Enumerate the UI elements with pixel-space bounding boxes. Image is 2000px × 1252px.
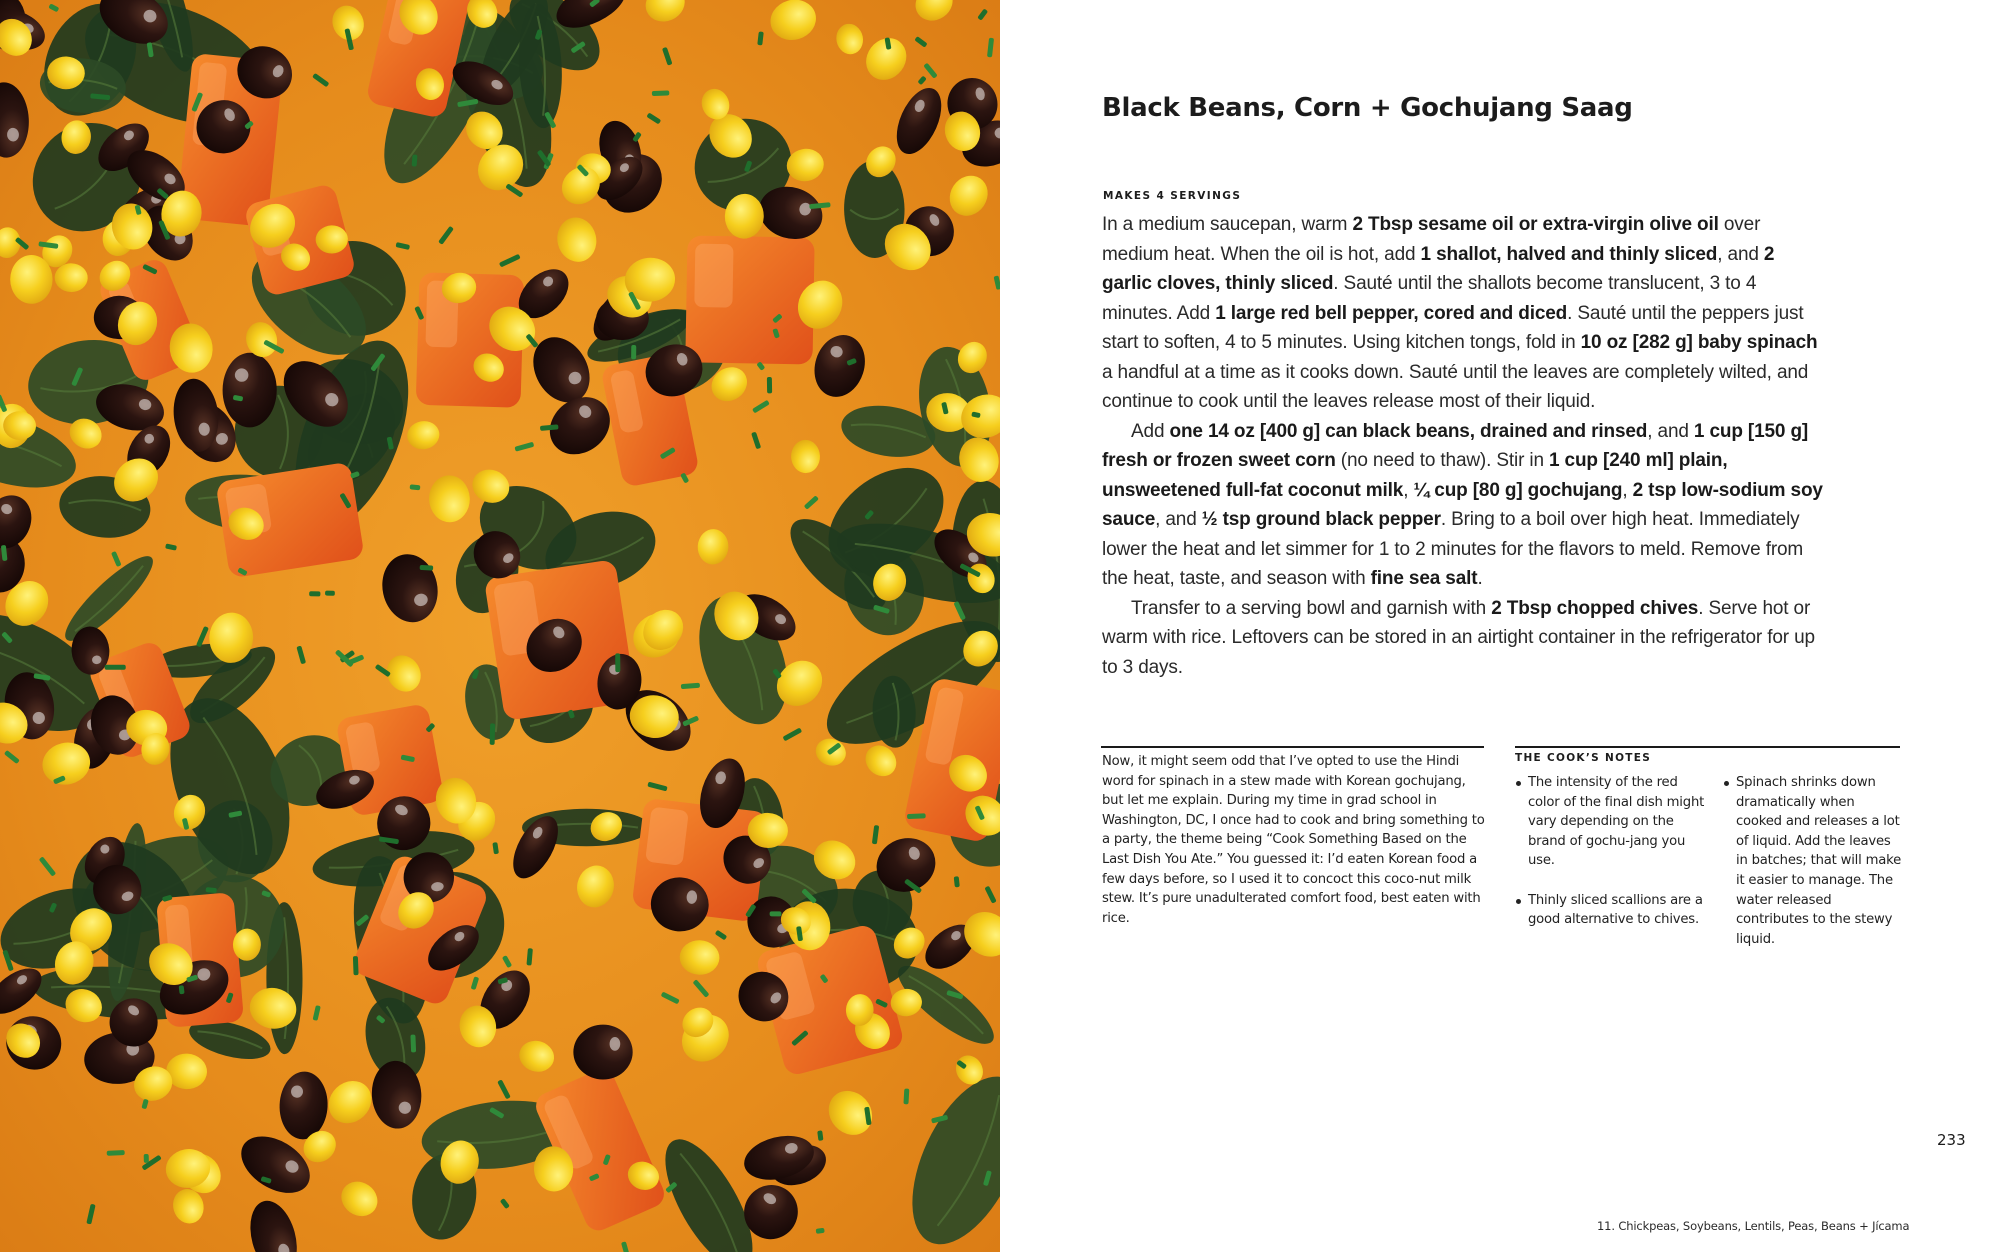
- ingredient: one 14 oz [400 g] can black beans, drained and rinsed: [1169, 420, 1648, 442]
- ingredient: 2 Tbsp chopped chives: [1491, 597, 1699, 619]
- cooks-notes-column-1: [1515, 773, 1710, 949]
- ingredient: ¼ cup [80 g] gochujang: [1413, 479, 1623, 501]
- running-footer: 11. Chickpeas, Soybeans, Lentils, Peas, Beans + Jícama: [1597, 1219, 1910, 1233]
- ingredient: fine sea salt: [1370, 568, 1478, 589]
- method-paragraph: In a medium saucepan, warm 2 Tbsp sesame oil or extra-virgin olive oil over medium heat. When the oil is hot, add 1 shallot, halved and thinly sliced, and 2 garlic cloves, thinly sliced. Sauté until the shallots become translucent, 3 to 4 minutes. Add 1 large red bell pepper, cored and diced. Sauté until the peppers just start to soften, 4 to 5 minutes. Using kitchen tongs, fold in 10 oz [282 g] baby spinach a handful at a time as it cooks down. Sauté until the leaves are completely wilted, and continue to cook until the leaves release most of their liquid.: [1102, 214, 1818, 412]
- recipe-page: [1000, 0, 2000, 1252]
- ingredient: 2 garlic cloves, thinly sliced: [1102, 243, 1775, 294]
- page-number: 233: [1937, 1131, 1966, 1149]
- ingredient: ½ tsp ground black pepper: [1201, 509, 1441, 530]
- cooks-note: Spinach shrinks down dramatically when cooked and releases a lot of liquid. Add the leaves in batches; that will make it easier to manage. The water released contributes to the stewy liquid.: [1723, 773, 1903, 949]
- headnote: Now, it might seem odd that I’ve opted to use the Hindi word for spinach in a stew made with Korean gochujang, but let me explain. During my time in grad school in Washington, DC, I once had to cook and bring something to a party, the theme being “Cook Something Based on the Last Dish You Ate.” You guessed it: I’d eaten Korean food a few days before, so I used it to concoct this coco-nut milk stew. It’s pure unadulterated comfort food, best eaten with rice.: [1102, 754, 1485, 926]
- cooks-notes-title: THE COOK’S NOTES: [1515, 752, 1652, 764]
- cooks-notes-rule: [1515, 746, 1900, 748]
- recipe-yield: MAKES 4 SERVINGS: [1103, 190, 1242, 202]
- cooks-notes-column-2: [1723, 773, 1903, 969]
- recipe-title: Black Beans, Corn + Gochujang Saag: [1102, 93, 1633, 124]
- ingredient: 10 oz [282 g] baby spinach: [1580, 332, 1818, 353]
- headnote-rule: [1101, 746, 1484, 748]
- ingredient: 1 cup [240 ml] plain, unsweetened full-fat coconut milk: [1102, 450, 1728, 501]
- cooks-note: Thinly sliced scallions are a good alternative to chives.: [1515, 891, 1710, 930]
- ingredient: 1 cup [150 g] fresh or frozen sweet corn: [1102, 420, 1809, 471]
- recipe-method: [1102, 210, 1824, 682]
- method-paragraph: Add one 14 oz [400 g] can black beans, drained and rinsed, and 1 cup [150 g] fresh or frozen sweet corn (no need to thaw). Stir in 1 cup [240 ml] plain, unsweetened full-fat coconut milk, ¼ cup [80 g] gochujang, 2 tsp low-sodium soy sauce, and ½ tsp ground black pepper. Bring to a boil over high heat. Immediately lower the heat and let simmer for 1 to 2 minutes for the flavors to meld. Remove from the heat, taste, and season with fine sea salt.: [1102, 420, 1823, 589]
- ingredient: 1 shallot, halved and thinly sliced: [1420, 243, 1718, 265]
- cooks-note: The intensity of the red color of the final dish might vary depending on the brand of gochu-jang you use.: [1515, 773, 1710, 871]
- ingredient: 1 large red bell pepper, cored and diced: [1215, 302, 1568, 324]
- ingredient: 2 Tbsp sesame oil or extra-virgin olive oil: [1352, 214, 1719, 235]
- method-paragraph: Transfer to a serving bowl and garnish with 2 Tbsp chopped chives. Serve hot or warm with rice. Leftovers can be stored in an airtight container in the refrigerator for up to 3 days.: [1102, 597, 1815, 678]
- ingredient: 2 tsp low-sodium soy sauce: [1102, 479, 1823, 530]
